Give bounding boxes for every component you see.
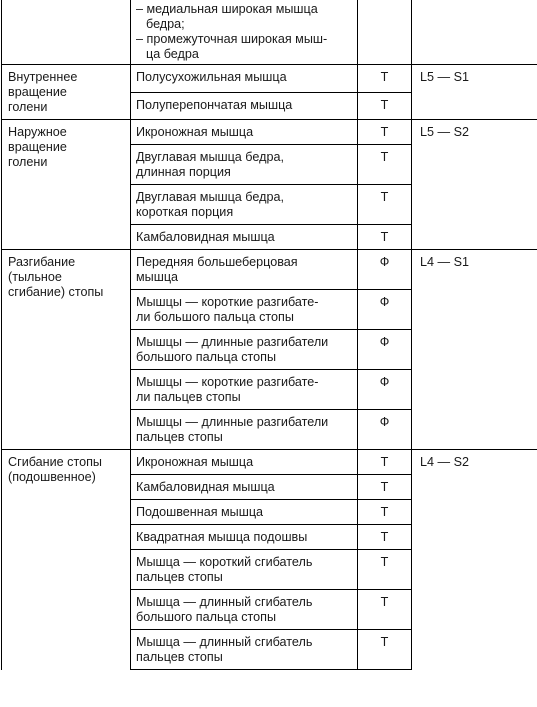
muscle-cell xyxy=(131,185,358,225)
root-cell xyxy=(412,0,537,65)
type-cell xyxy=(358,120,412,145)
muscle-text: большого пальца стопы xyxy=(136,610,277,624)
muscle-text: Полуперепончатая мышца xyxy=(136,97,293,112)
muscle-text: Передняя большеберцовая xyxy=(136,255,298,269)
type-cell xyxy=(358,290,412,330)
muscle-text: Мышцы — длинные разгибатели xyxy=(136,415,329,429)
type-text: Т xyxy=(380,97,389,112)
action-text: (тыльное xyxy=(8,270,62,284)
action-cell xyxy=(2,65,131,120)
muscle-cell xyxy=(131,92,358,120)
type-cell xyxy=(358,250,412,290)
muscle-cell xyxy=(131,0,358,65)
muscle-text: короткая порция xyxy=(136,205,234,219)
muscle-text: пальцев стопы xyxy=(136,650,223,664)
type-cell xyxy=(358,185,412,225)
muscle-cell xyxy=(131,225,358,250)
type-text: Т xyxy=(380,150,389,164)
muscle-cell xyxy=(131,330,358,370)
root-text: L5 — S2 xyxy=(420,125,470,139)
muscle-cell xyxy=(131,630,358,670)
muscle-cell xyxy=(131,590,358,630)
muscle-text: Камбаловидная мышца xyxy=(136,230,275,244)
action-text: сгибание) стопы xyxy=(8,285,104,299)
muscle-cell xyxy=(131,120,358,145)
type-text: Т xyxy=(380,70,389,84)
muscle-text: Мышца — длинный сгибатель xyxy=(136,595,313,609)
muscle-text: Квадратная мышца подошвы xyxy=(136,530,308,544)
type-cell xyxy=(358,630,412,670)
muscle-text: ли пальцев стопы xyxy=(136,390,241,404)
action-cell xyxy=(2,120,131,250)
muscle-text: – промежуточная широкая мыш- xyxy=(136,32,328,46)
action-text: Внутреннее xyxy=(8,70,78,84)
table-row xyxy=(2,250,537,290)
muscle-text: Полусухожильная мышца xyxy=(136,70,287,84)
type-text: Т xyxy=(380,230,389,244)
muscle-cell xyxy=(131,250,358,290)
action-cell xyxy=(2,450,131,670)
action-text: Разгибание xyxy=(8,255,76,269)
action-text: (подошвенное) xyxy=(8,470,96,484)
type-text: Ф xyxy=(379,375,390,389)
muscle-cell xyxy=(131,475,358,500)
muscle-text: Мышцы — длинные разгибатели xyxy=(136,335,329,349)
action-cell xyxy=(2,0,131,65)
muscle-text: бедра; xyxy=(146,17,185,31)
muscle-text: Подошвенная мышца xyxy=(136,505,264,519)
type-text: Ф xyxy=(379,255,390,269)
type-cell xyxy=(358,370,412,410)
type-text: Т xyxy=(380,455,389,469)
type-cell xyxy=(358,330,412,370)
muscle-text: Двуглавая мышца бедра, xyxy=(136,150,284,164)
type-text: Т xyxy=(380,190,389,204)
action-cell xyxy=(2,250,131,450)
muscle-text: Икроножная мышца xyxy=(136,125,254,139)
table-row xyxy=(2,65,537,93)
muscle-text: Мышцы — короткие разгибате- xyxy=(136,295,319,309)
root-cell xyxy=(412,65,537,120)
muscle-text: Мышца — короткий сгибатель xyxy=(136,555,313,569)
action-text: вращение xyxy=(8,140,67,154)
type-cell xyxy=(358,550,412,590)
root-cell xyxy=(412,450,537,670)
action-text: Наружное xyxy=(8,125,67,139)
root-text: L5 — S1 xyxy=(420,70,470,84)
type-text: Т xyxy=(380,635,389,649)
muscle-text: длинная порция xyxy=(136,165,231,179)
muscle-cell xyxy=(131,65,358,93)
type-text: Т xyxy=(380,505,389,519)
table-row xyxy=(2,120,537,145)
type-cell xyxy=(358,475,412,500)
type-text: Т xyxy=(380,595,389,609)
muscle-text: Двуглавая мышца бедра, xyxy=(136,190,284,204)
action-text: голени xyxy=(8,100,48,114)
muscle-text: – медиальная широкая мышца xyxy=(136,2,318,16)
type-text: Т xyxy=(380,555,389,569)
muscle-text: Мышца — длинный сгибатель xyxy=(136,635,313,649)
muscle-text: большого пальца стопы xyxy=(136,350,277,364)
root-cell xyxy=(412,120,537,250)
type-text: Т xyxy=(380,125,389,139)
muscle-text: мышца xyxy=(136,270,179,284)
type-cell xyxy=(358,525,412,550)
action-text: голени xyxy=(8,155,48,169)
muscle-text: ли большого пальца стопы xyxy=(136,310,294,324)
muscle-innervation-table xyxy=(1,0,537,670)
type-text: Ф xyxy=(379,295,390,309)
type-cell xyxy=(358,0,412,65)
muscle-cell xyxy=(131,450,358,475)
muscle-cell xyxy=(131,500,358,525)
root-text: L4 — S1 xyxy=(420,255,470,269)
action-text: вращение xyxy=(8,85,67,99)
type-text: Т xyxy=(380,530,389,544)
muscle-text: Икроножная мышца xyxy=(136,455,254,469)
root-text: L4 — S2 xyxy=(420,455,470,469)
muscle-cell xyxy=(131,145,358,185)
root-cell xyxy=(412,250,537,450)
type-cell xyxy=(358,225,412,250)
table-row xyxy=(2,450,537,475)
muscle-text: ца бедра xyxy=(146,47,199,61)
muscle-cell xyxy=(131,370,358,410)
muscle-text: Камбаловидная мышца xyxy=(136,480,275,494)
type-cell xyxy=(358,500,412,525)
type-text: Т xyxy=(380,480,389,494)
type-cell xyxy=(358,410,412,450)
table-row-continuation xyxy=(2,0,537,65)
muscle-text: пальцев стопы xyxy=(136,430,223,444)
type-cell xyxy=(358,145,412,185)
muscle-cell xyxy=(131,550,358,590)
type-cell xyxy=(358,590,412,630)
type-cell xyxy=(358,92,412,120)
type-cell xyxy=(358,65,412,93)
muscle-cell xyxy=(131,525,358,550)
action-text: Сгибание стопы xyxy=(8,455,102,469)
muscle-cell xyxy=(131,290,358,330)
type-text: Ф xyxy=(379,335,390,349)
type-text: Ф xyxy=(379,415,390,429)
muscle-cell xyxy=(131,410,358,450)
muscle-text: Мышцы — короткие разгибате- xyxy=(136,375,319,389)
type-cell xyxy=(358,450,412,475)
muscle-text: пальцев стопы xyxy=(136,570,223,584)
